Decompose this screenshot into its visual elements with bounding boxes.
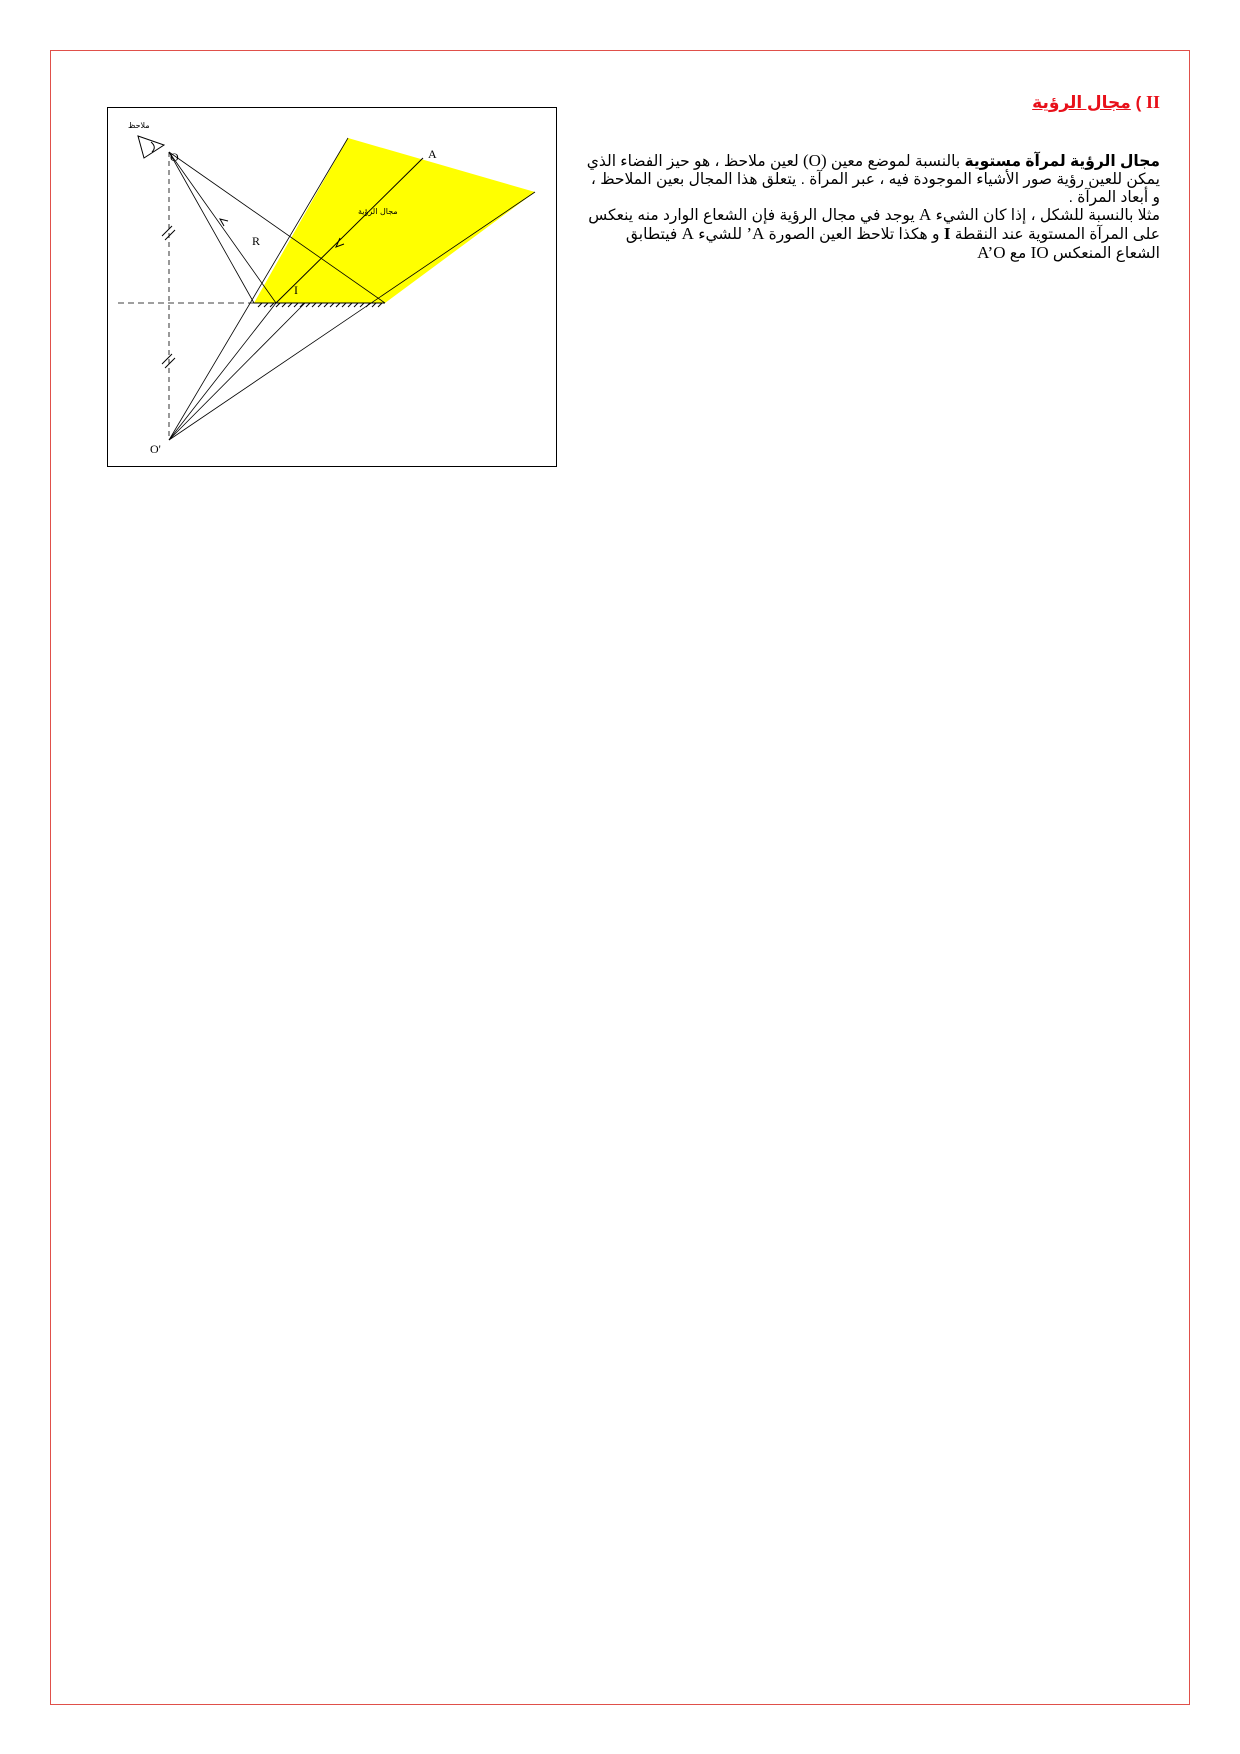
example-text-2: يوجد في مجال الرؤية فإن الشعاع الوارد منه ينعكس على المرآة المستوية عند النقطة	[588, 207, 1160, 244]
definition-text-a: بالنسبة لموضع معين	[826, 153, 965, 170]
heading-number: II	[1145, 92, 1160, 112]
example-text-1: مثلا بالنسبة للشكل ، إذا كان الشيء	[931, 207, 1160, 225]
heading-paren: )	[1135, 93, 1142, 112]
field-of-view-figure	[107, 107, 557, 467]
eye-icon	[138, 136, 164, 158]
symbol-a-prime-o: A’O	[977, 242, 1006, 262]
label-i: I	[294, 283, 298, 297]
body-text	[580, 152, 1160, 263]
definition-text-b: لعين ملاحظ ، هو حيز الفضاء الذي يمكن للعين رؤية صور الأشياء الموجودة فيه ، عبر المرآة . يتعلق هذا المجال بعين الملاحظ ، و أبعاد المرآة .	[586, 153, 1160, 206]
example-text-5: فيتطابق الشعاع المنعكس	[625, 226, 1160, 262]
equal-distance-marks	[162, 226, 175, 368]
definition-paragraph	[580, 152, 1160, 206]
section-heading	[1032, 92, 1160, 113]
definition-term: مجال الرؤية لمرآة مستوية	[964, 153, 1160, 170]
label-o: O	[170, 150, 179, 164]
symbol-a-prime: A’	[746, 224, 765, 244]
example-paragraph	[580, 206, 1160, 262]
example-text-6: مع	[1005, 244, 1031, 262]
symbol-a-2: A	[681, 224, 694, 244]
label-o-prime: O'	[150, 442, 161, 456]
symbol-o: (O)	[802, 151, 827, 170]
symbol-i: I	[943, 224, 951, 244]
label-r: R	[252, 234, 261, 248]
reflected-ray-arrow	[220, 219, 228, 226]
label-a: A	[428, 147, 437, 161]
symbol-a: A	[919, 205, 932, 225]
symbol-io: IO	[1030, 242, 1049, 262]
label-observer: ملاحظ	[128, 121, 150, 130]
heading-title: مجال الرؤية	[1032, 93, 1131, 112]
label-field-of-view: مجال الرؤية	[358, 207, 398, 216]
example-text-3: و هكذا تلاحظ العين الصورة	[764, 226, 944, 244]
example-text-4: للشيء	[693, 226, 747, 244]
